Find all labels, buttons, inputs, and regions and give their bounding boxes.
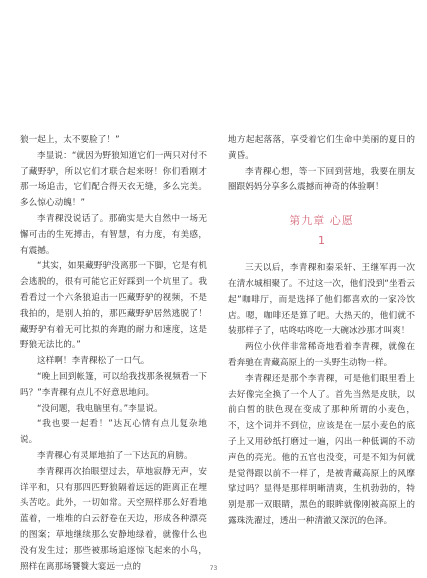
paragraph: 两位小伙伴非常稀奇地看着李青稞，就像在看奔驰在青藏高原上的一头野生动物一样。 <box>228 342 415 368</box>
paragraph: 地方起起落落，享受着它们生命中美丽的夏日的黄昏。 <box>228 135 415 161</box>
chapter-title: 第九章 心愿 <box>289 214 354 228</box>
paragraph: 这样啊！李青稞松了一口气。 <box>37 356 150 367</box>
paragraph: 李显说：“就因为野狼知道它们一两只对付不了藏野驴，所以它们才联合起来呀！你们看刚才那一场追击，它们配合得天衣无缝，多么完美。多么惊心动魄！” <box>20 150 207 209</box>
paragraph: “晚上回到帐篷，可以给我找那条视频看一下吗？”李青稞有点儿不好意思地问。 <box>20 371 207 398</box>
paragraph: 李青稞再次抬眼望过去，草地寂静无声，安详平和，只有那四匹野狼隔着远远的距离正在埋头苦吃。此外，一切如常。天空照样那么好看地蓝着，一堆堆的白云舒卷在天边，形成各种漂亮的图案；草地继续那么安静地绿着，就像什么也没有发生过；那些被那场追逐惊飞起来的小鸟，照样在离那场饕餮大宴远一点的 <box>20 466 207 572</box>
paragraph: 李青稞心想，等一下回到营地，我要在朋友圈跟妈妈分享多么震撼而神奇的体验啊！ <box>228 166 415 193</box>
paragraph: 三天以后，李青稞和秦采轩、王继军再一次在清水城相聚了。不过这一次，他们没到“坐看云起”咖啡厅，而是选择了他们都喜欢的一家冷饮店。嗯，咖啡还是算了吧。大热天的，他们就不装那样子了，咕咚咕咚吃一大碗冰沙那才叫爽！ <box>228 263 415 337</box>
left-column <box>20 133 207 575</box>
paragraph: “没问题，我电脑里有。”李显说。 <box>37 403 163 414</box>
page-number: 73 <box>209 565 218 572</box>
paragraph: 李青稞心有灵犀地拍了一下达瓦的肩膀。 <box>37 450 193 461</box>
section-number: 1 <box>318 234 325 248</box>
paragraph: “其实，如果藏野驴没离那一下脚，它是有机会逃脱的，很有可能它正好踩到一个坑里了。我看看过一个六条狼追击一匹藏野驴的视频，不是我拍的，是别人拍的，那匹藏野驴居然逃脱了！藏野驴有着无可比拟的奔跑的耐力和速度，这是野狼无法比的。” <box>20 261 207 351</box>
paragraph: “我也要一起看！”达瓦心情有点儿复杂地说。 <box>20 419 207 446</box>
paragraph: 李青稞还是那个李青稞，可是他们眼里看上去好像完全换了一个人了。首先当然是皮肤，以前白皙的肤色现在变成了那种所谓的小麦色，不，这个词并不到位，应该是在一层小麦色的底子上又用砂纸打磨过一遍，闪出一种低调的不动声色的亮光。他的五官也没变，可是不知为何就是觉得跟以前不一样了，是被青藏高原上的风摩挲过吗？显得是那样明晰清爽，生机勃勃的，特别是那一双眼睛，黑色的眼眸就像刚被高原上的露珠洗濯过，透出一种清澈又深沉的色泽。 <box>228 373 415 526</box>
paragraph: 狼一起上，太不要脸了！” <box>20 135 120 145</box>
right-column <box>228 133 415 530</box>
paragraph: 李青稞没说话了。那确实是大自然中一场无懈可击的生死搏击，有智慧，有力度，有美感，有震撼。 <box>20 213 207 256</box>
